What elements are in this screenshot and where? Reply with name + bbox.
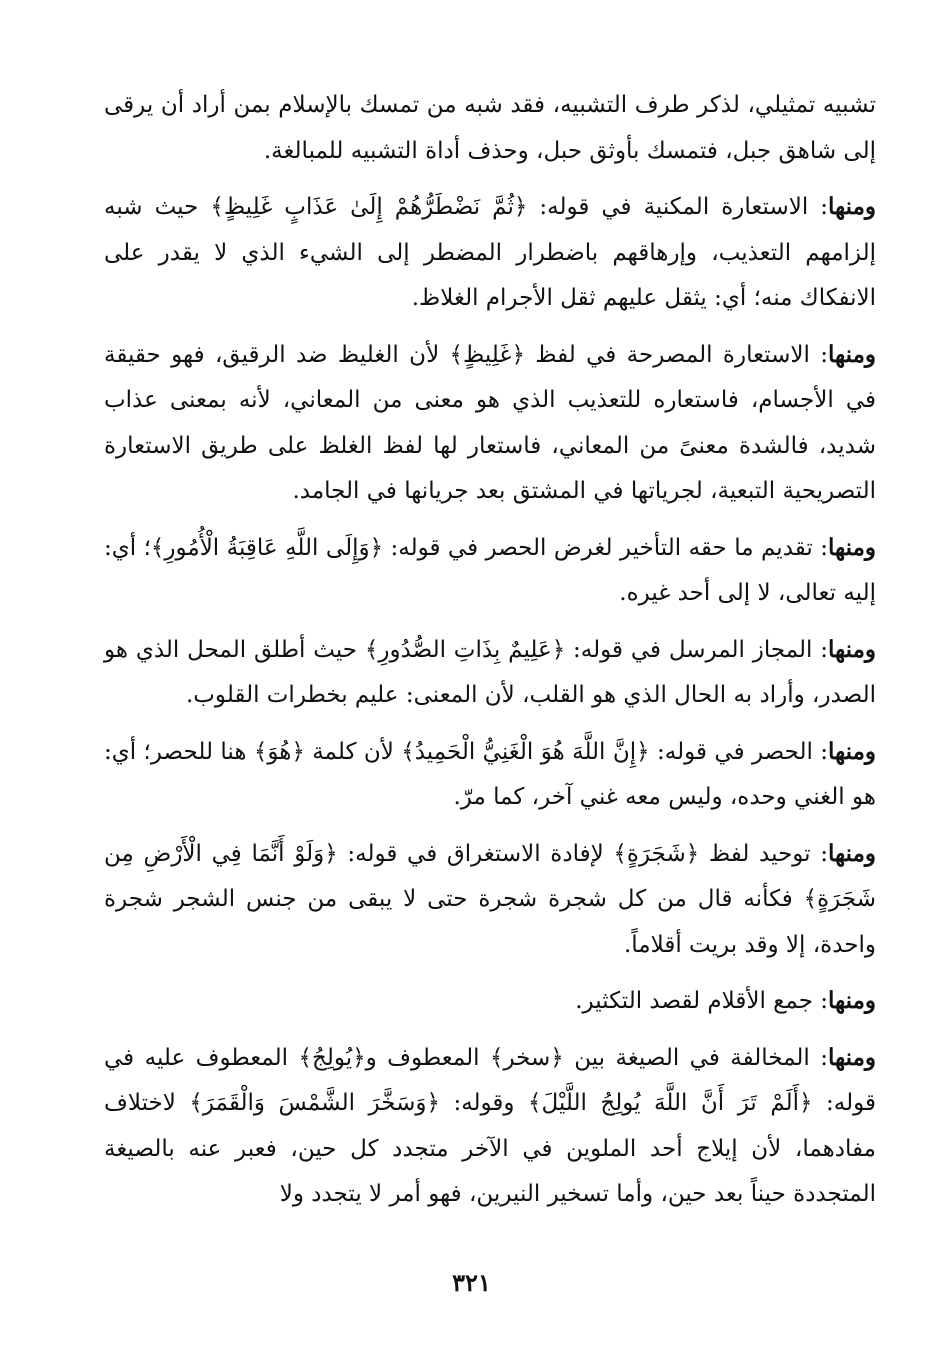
paragraph-text: : الاستعارة المصرحة في لفظ ﴿غَلِيظٍ﴾ لأن الغليظ ضد الرقيق، فهو حقيقة في الأجسام، فاستعاره للتعذيب الذي هو معنى من المعاني، لأنه بمعنى عذاب شديد، فالشدة معنىً من المعاني، فاستعار لها لفظ الغلظ على طريق الاستعارة التصريحية التبعية، لجرياتها في المشتق بعد جريانها في الجامد. <box>104 341 876 504</box>
paragraph-lead: ومنها <box>828 340 876 368</box>
paragraph-text: : الحصر في قوله: ﴿إِنَّ اللَّهَ هُوَ الْغَنِيُّ الْحَمِيدُ﴾ لأن كلمة ﴿هُوَ﴾ هنا للحصر؛ أي: هو الغني وحده، وليس معه غني آخر، كما مرّ. <box>104 738 876 810</box>
paragraph-8 <box>104 978 876 1025</box>
paragraph-5 <box>104 627 876 719</box>
paragraph-lead: ومنها <box>828 635 876 663</box>
paragraph-lead: ومنها <box>828 193 876 220</box>
paragraph-7 <box>104 831 876 969</box>
paragraph-text: : المخالفة في الصيغة بين ﴿سخر﴾ المعطوف و﴿يُولِجُ﴾ المعطوف عليه في قوله: ﴿أَلَمْ تَرَ أَنَّ اللَّهَ يُولِجُ اللَّيْلَ﴾ وقوله: ﴿وَسَخَّرَ الشَّمْسَ وَالْقَمَرَ﴾ لاختلاف مفادهما، لأن إيلاج أحد الملوين في الآخر متجدد كل حين، فعبر عنه بالصيغة المتجددة حيناً بعد حين، وأما تسخير النيرين، فهو أمر لا يتجدد ولا <box>104 1044 876 1207</box>
paragraph-text: : المجاز المرسل في قوله: ﴿عَلِيمٌ بِذَاتِ الصُّدُورِ﴾ حيث أطلق المحل الذي هو الصدر، وأراد به الحال الذي هو القلب، لأن المعنى: عليم بخطرات القلوب. <box>104 636 876 708</box>
paragraph-2 <box>104 184 876 322</box>
paragraph-text: : الاستعارة المكنية في قوله: ﴿ثُمَّ نَضْطَرُّهُمْ إِلَىٰ عَذَابٍ غَلِيظٍ﴾ حيث شبه إلزامهم التعذيب، وإرهاقهم باضطرار المضطر إلى الشيء الذي لا يقدر على الانفكاك منه؛ أي: يثقل عليهم ثقل الأجرام الغلاظ. <box>104 194 876 311</box>
body-text <box>104 82 876 1228</box>
paragraph-text: تشبيه تمثيلي، لذكر طرف التشبيه، فقد شبه من تمسك بالإسلام بمن أراد أن يرقى إلى شاهق جبل، فتمسك بأوثق حبل، وحذف أداة التشبيه للمبالغة. <box>104 92 876 164</box>
paragraph-9 <box>104 1035 876 1218</box>
paragraph-lead: ومنها <box>828 737 876 765</box>
paragraph-6 <box>104 729 876 821</box>
paragraph-3 <box>104 332 876 515</box>
paragraph-text: : توحيد لفظ ﴿شَجَرَةٍ﴾ لإفادة الاستغراق في قوله: ﴿وَلَوْ أَنَّمَا فِي الْأَرْضِ مِن شَجَرَةٍ﴾ فكأنه قال من كل شجرة شجرة حتى لا يبقى من جنس الشجر شجرة واحدة، إلا وقد بريت أقلاماً. <box>104 840 876 958</box>
paragraph-lead: ومنها <box>828 987 876 1014</box>
paragraph-text: : تقديم ما حقه التأخير لغرض الحصر في قوله: ﴿وَإِلَى اللَّهِ عَاقِبَةُ الْأُمُورِ﴾؛ أي: إليه تعالى، لا إلى أحد غيره. <box>104 534 876 606</box>
paragraph-lead: ومنها <box>828 533 876 561</box>
page-number: ٣٢١ <box>452 1268 491 1297</box>
paragraph-1 <box>104 82 876 174</box>
paragraph-lead: ومنها <box>828 839 876 867</box>
paragraph-4 <box>104 525 876 617</box>
paragraph-lead: ومنها <box>828 1043 876 1071</box>
paragraph-text: : جمع الأقلام لقصد التكثير. <box>575 988 829 1014</box>
